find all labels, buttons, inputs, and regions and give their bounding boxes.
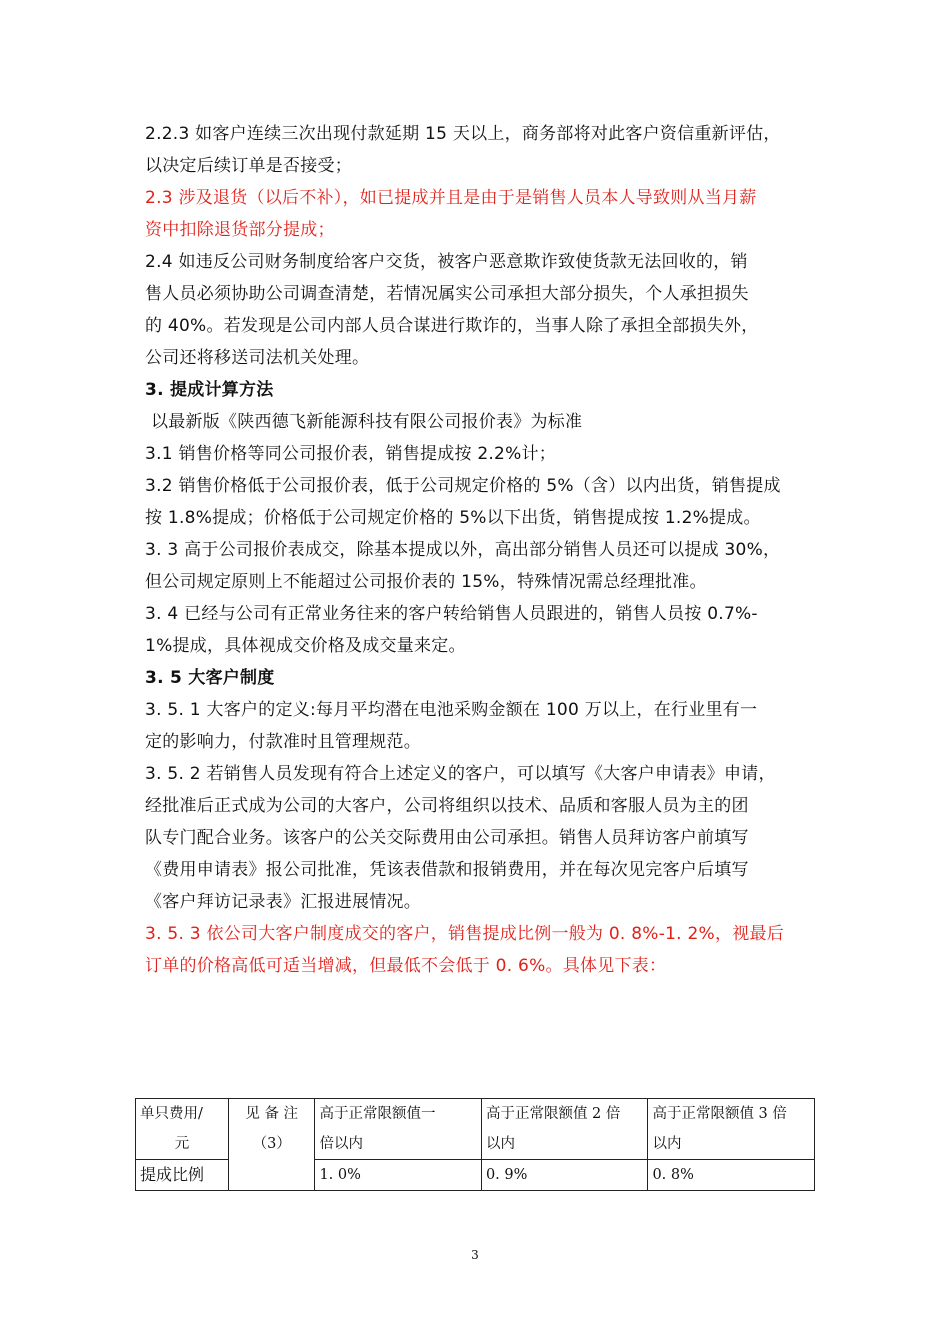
table-header-cell: 高于正常限额值 3 倍 以内 [648, 1099, 815, 1160]
table-header-cell: 高于正常限额值一 倍以内 [315, 1099, 482, 1160]
highlighted-line: 3. 5. 3 依公司大客户制度成交的客户，销售提成比例一般为 0. 8%-1. 2%，视最后 [145, 924, 784, 944]
highlighted-line: 资中扣除退货部分提成； [145, 220, 335, 240]
table-header-row [136, 1099, 815, 1160]
paragraph-line: 2.2.3 如客户连续三次出现付款延期 15 天以上，商务部将对此客户资信重新评估， [145, 124, 781, 144]
paragraph-line: 《客户拜访记录表》汇报进展情况。 [145, 892, 421, 912]
paragraph-line: 但公司规定原则上不能超过公司报价表的 15%，特殊情况需总经理批准。 [145, 572, 707, 592]
paragraph-line: 3. 5. 1 大客户的定义:每月平均潜在电池采购金额在 100 万以上，在行业里有一 [145, 700, 758, 720]
table-cell: 0. 9% [481, 1160, 648, 1191]
table-cell: 0. 8% [648, 1160, 815, 1191]
paragraph-line: 2.4 如违反公司财务制度给客户交货，被客户恶意欺诈致使货款无法回收的，销 [145, 252, 748, 272]
paragraph-line: 1%提成，具体视成交价格及成交量来定。 [145, 636, 466, 656]
paragraph-line: 售人员必须协助公司调查清楚，若情况属实公司承担大部分损失，个人承担损失 [145, 284, 749, 304]
highlighted-line: 订单的价格高低可适当增减，但最低不会低于 0. 6%。具体见下表： [145, 956, 667, 976]
paragraph-line: 3. 4 已经与公司有正常业务往来的客户转给销售人员跟进的，销售人员按 0.7%- [145, 604, 758, 624]
paragraph-line: 的 40%。若发现是公司内部人员合谋进行欺诈的，当事人除了承担全部损失外， [145, 316, 759, 336]
highlighted-line: 2.3 涉及退货（以后不补），如已提成并且是由于是销售人员本人导致则从当月薪 [145, 188, 757, 208]
paragraph-line: 定的影响力，付款准时且管理规范。 [145, 732, 421, 752]
paragraph-line: 以最新版《陕西德飞新能源科技有限公司报价表》为标准 [151, 412, 583, 432]
paragraph-line: 《费用申请表》报公司批准，凭该表借款和报销费用，并在每次见完客户后填写 [145, 860, 749, 880]
table-header-cell: 见 备 注 （3） [228, 1099, 314, 1191]
paragraph-line: 3. 5. 2 若销售人员发现有符合上述定义的客户，可以填写《大客户申请表》申请， [145, 764, 776, 784]
table-cell: 提成比例 [136, 1160, 229, 1191]
paragraph-line: 经批准后正式成为公司的大客户，公司将组织以技术、品质和客服人员为主的团 [145, 796, 749, 816]
paragraph-line: 以决定后续订单是否接受； [145, 156, 352, 176]
paragraph-line: 3. 3 高于公司报价表成交，除基本提成以外，高出部分销售人员还可以提成 30%， [145, 540, 781, 560]
document-body [145, 118, 813, 982]
paragraph-line: 公司还将移送司法机关处理。 [145, 348, 370, 368]
table-cell: 1. 0% [315, 1160, 482, 1191]
paragraph-line: 队专门配合业务。该客户的公关交际费用由公司承担。销售人员拜访客户前填写 [145, 828, 749, 848]
paragraph-line: 按 1.8%提成；价格低于公司规定价格的 5%以下出货，销售提成按 1.2%提成。 [145, 508, 761, 528]
paragraph-line: 3.2 销售价格低于公司报价表，低于公司规定价格的 5%（含）以内出货，销售提成 [145, 476, 781, 496]
section-heading: 3. 5 大客户制度 [145, 668, 275, 688]
paragraph-line: 3.1 销售价格等同公司报价表，销售提成按 2.2%计； [145, 444, 557, 464]
table-header-cell: 单只费用/ 元 [136, 1099, 229, 1160]
commission-table [135, 1098, 815, 1191]
section-heading: 3. 提成计算方法 [145, 380, 274, 400]
table-header-cell: 高于正常限额值 2 倍 以内 [481, 1099, 648, 1160]
page-number: 3 [471, 1248, 479, 1262]
